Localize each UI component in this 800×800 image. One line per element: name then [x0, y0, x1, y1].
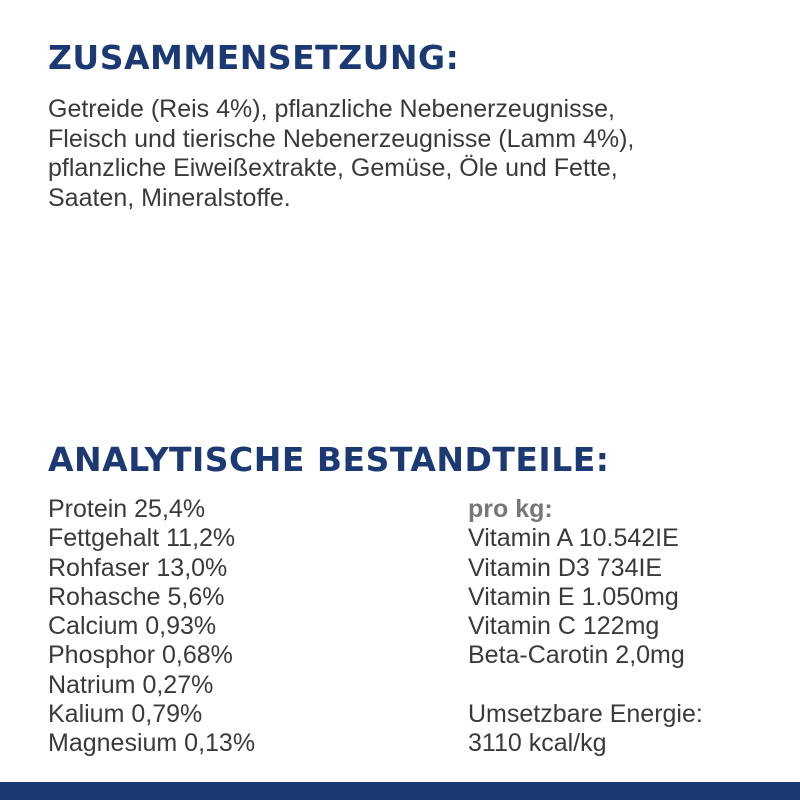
composition-heading: ZUSAMMENSETZUNG: [48, 38, 460, 77]
vitamin-item: Vitamin A 10.542IE [468, 524, 679, 553]
constituent-item: Calcium 0,93% [48, 612, 217, 641]
per-kg-label: pro kg: [468, 495, 553, 523]
energy-label: Umsetzbare Energie: [468, 700, 703, 729]
constituent-item: Rohfaser 13,0% [48, 553, 228, 582]
vitamin-item: Vitamin E 1.050mg [468, 582, 679, 611]
composition-line: Saaten, Mineralstoffe. [48, 183, 291, 212]
list-spacer [468, 671, 703, 700]
composition-text [48, 95, 778, 213]
energy-value: 3110 kcal/kg [468, 729, 607, 758]
composition-line: Getreide (Reis 4%), pflanzliche Nebenerzeugnisse, [48, 95, 615, 123]
analytic-heading: ANALYTISCHE BESTANDTEILE: [48, 440, 610, 479]
constituent-item: Fettgehalt 11,2% [48, 524, 236, 553]
composition-line: Fleisch und tierische Nebenerzeugnisse (Lamm 4%), [48, 124, 635, 153]
vitamins-list [468, 495, 703, 759]
vitamin-item: Vitamin D3 734IE [468, 553, 663, 582]
constituent-item: Phosphor 0,68% [48, 641, 233, 670]
vitamin-item: Vitamin C 122mg [468, 612, 660, 641]
constituents-list [48, 495, 255, 759]
constituent-item: Magnesium 0,13% [48, 729, 256, 758]
composition-line: pflanzliche Eiweißextrakte, Gemüse, Öle und Fette, [48, 154, 618, 182]
constituent-item: Natrium 0,27% [48, 670, 214, 699]
constituent-item: Kalium 0,79% [48, 700, 203, 729]
constituent-item: Protein 25,4% [48, 495, 206, 523]
constituent-item: Rohasche 5,6% [48, 582, 225, 611]
bottom-bar [0, 782, 800, 800]
vitamin-item: Beta-Carotin 2,0mg [468, 641, 685, 670]
